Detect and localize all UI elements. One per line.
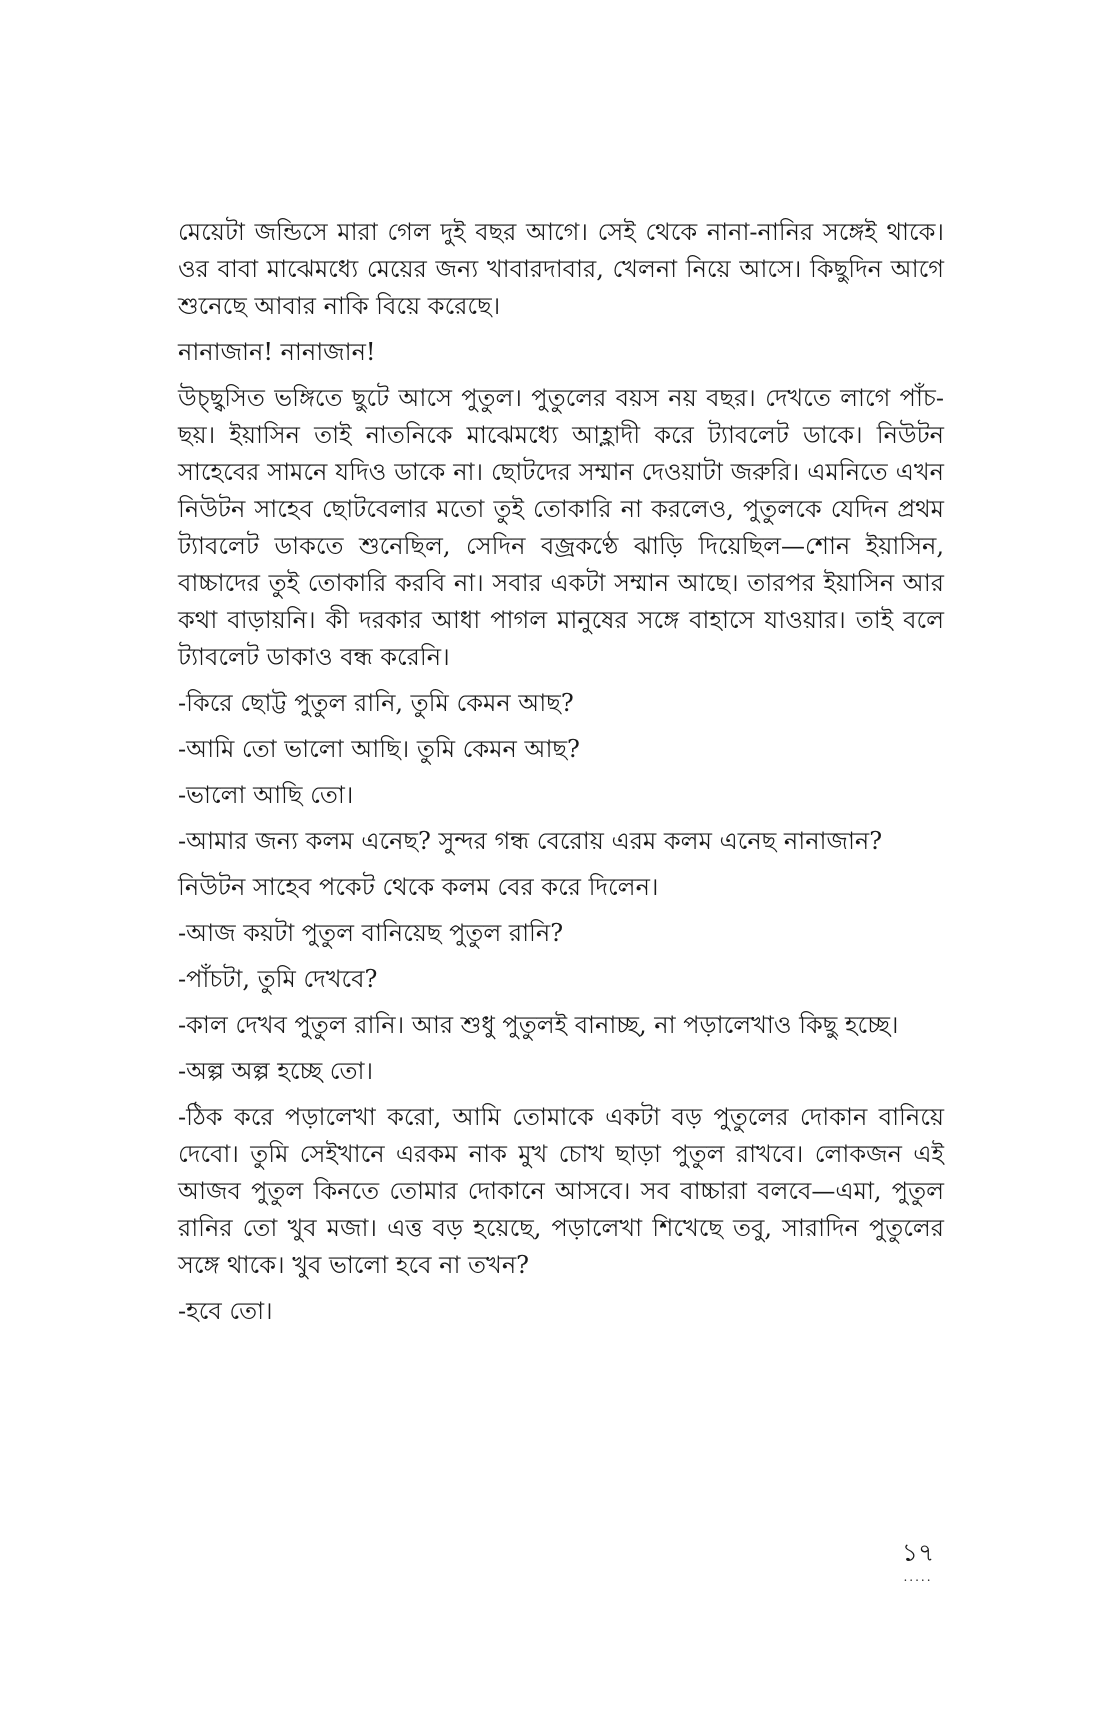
paragraph: -পাঁচটা, তুমি দেখবে? — [178, 965, 378, 993]
paragraph: উচ্ছ্বসিত ভঙ্গিতে ছুটে আসে পুতুল। পুতুলের বয়স নয় বছর। দেখতে লাগে পাঁচ-ছয়। ইয়াসিন তাই নাতনিকে মাঝেমধ্যে আহ্লাদী করে ট্যাবলেট ডাকে। নিউটন সাহেবের সামনে যদিও ডাকে না। ছোটদের সম্মান দেওয়াটা জরুরি। এমনিতে এখন নিউটন সাহেব ছোটবেলার মতো তুই তোকারি না করলেও, পুতুলকে যেদিন প্রথম ট্যাবলেট ডাকতে শুনেছিল, সেদিন বজ্রকণ্ঠে ঝাড়ি দিয়েছিল—শোন ইয়াসিন, বাচ্চাদের তুই তোকারি করবি না। সবার একটা সম্মান আছে। তারপর ইয়াসিন আর কথা বাড়ায়নি। কী দরকার আধা পাগল মানুষের সঙ্গে বাহাসে যাওয়ার। তাই বলে ট্যাবলেট ডাকাও বন্ধ করেনি। — [178, 384, 944, 671]
paragraph: -ঠিক করে পড়ালেখা করো, আমি তোমাকে একটা বড় পুতুলের দোকান বানিয়ে দেবো। তুমি সেইখানে এরকম নাক মুখ চোখ ছাড়া পুতুল রাখবে। লোকজন এই আজব পুতুল কিনতে তোমার দোকানে আসবে। সব বাচ্চারা বলবে—এমা, পুতুল রানির তো খুব মজা। এত্ত বড় হয়েছে, পড়ালেখা শিখেছে তবু, সারাদিন পুতুলের সঙ্গে থাকে। খুব ভালো হবে না তখন? — [178, 1103, 944, 1279]
paragraph: নিউটন সাহেব পকেট থেকে কলম বের করে দিলেন। — [178, 873, 659, 901]
paragraph: -আজ কয়টা পুতুল বানিয়েছ পুতুল রানি? — [178, 919, 564, 947]
paragraph: -হবে তো। — [178, 1297, 273, 1325]
paragraph: -কাল দেখব পুতুল রানি। আর শুধু পুতুলই বানাচ্ছ, না পড়ালেখাও কিছু হচ্ছে। — [178, 1011, 899, 1039]
paragraph: মেয়েটা জন্ডিসে মারা গেল দুই বছর আগে। সেই থেকে নানা-নানির সঙ্গেই থাকে। ওর বাবা মাঝেমধ্যে মেয়ের জন্য খাবারদাবার, খেলনা নিয়ে আসে। কিছুদিন আগে শুনেছে আবার নাকি বিয়ে করেছে। — [178, 218, 944, 320]
book-page-body — [178, 214, 944, 1339]
page-number-dots: ..... — [903, 1570, 933, 1584]
paragraph: -কিরে ছোট্ট পুতুল রানি, তুমি কেমন আছ? — [178, 689, 574, 717]
page-number: ১৭ — [901, 1538, 935, 1567]
paragraph: -অল্প অল্প হচ্ছে তো। — [178, 1057, 374, 1085]
paragraph: -আমার জন্য কলম এনেছ? সুন্দর গন্ধ বেরোয় এরম কলম এনেছ নানাজান? — [178, 827, 883, 855]
paragraph: -ভালো আছি তো। — [178, 781, 354, 809]
paragraph: নানাজান! নানাজান! — [178, 338, 376, 366]
paragraph: -আমি তো ভালো আছি। তুমি কেমন আছ? — [178, 735, 580, 763]
